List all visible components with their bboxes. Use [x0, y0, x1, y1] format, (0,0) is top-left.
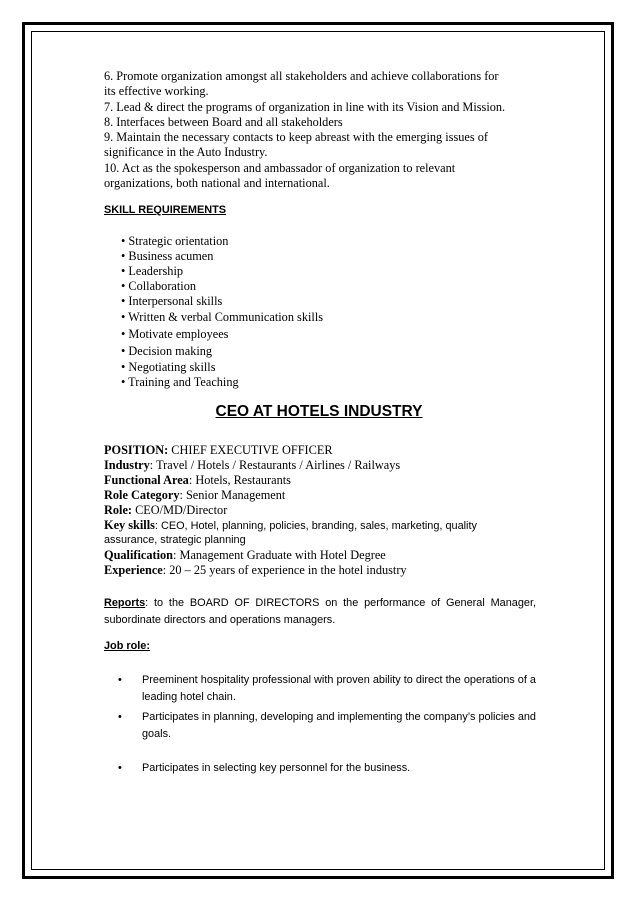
skills-heading: SKILL REQUIREMENTS — [104, 204, 227, 216]
qualification-label: Qualification — [104, 548, 174, 562]
list-item: organizations, both national and international. — [104, 176, 330, 191]
position-row — [104, 443, 544, 458]
bullet-icon: • — [118, 762, 122, 774]
job-role-text: Participates in planning, developing and implementing the company’s policies and goals. — [142, 711, 536, 740]
experience-row — [104, 563, 544, 578]
role-category-row — [104, 488, 544, 503]
list-item: 6. Promote organization amongst all stakeholders and achieve collaborations for — [104, 69, 499, 83]
skill-item: • Leadership — [121, 264, 184, 278]
list-item: significance in the Auto Industry. — [104, 145, 268, 160]
key-skills-row — [104, 518, 544, 533]
functional-area-row — [104, 473, 544, 488]
job-role-text: Participates in selecting key personnel for the business. — [142, 762, 411, 774]
industry-value: : Travel / Hotels / Restaurants / Airlines / Railways — [149, 458, 401, 472]
list-item: 10. Act as the spokesperson and ambassador of organization to relevant — [104, 160, 456, 175]
key-skills-label: Key skills — [104, 518, 155, 532]
list-item — [118, 672, 536, 706]
list-item: its effective working. — [104, 84, 209, 99]
reports-paragraph — [104, 595, 536, 629]
section-title: CEO AT HOTELS INDUSTRY — [215, 403, 423, 420]
qualification-row — [104, 548, 544, 563]
skill-item: • Interpersonal skills — [121, 294, 223, 308]
experience-label: Experience — [104, 563, 163, 577]
list-item — [118, 709, 536, 743]
experience-value: : 20 – 25 years of experience in the hotel industry — [162, 563, 407, 577]
skill-item: • Business acumen — [121, 249, 214, 263]
position-details — [104, 443, 544, 578]
skill-item: • Strategic orientation — [121, 234, 229, 248]
industry-label: Industry — [104, 458, 150, 472]
qualification-value: : Management Graduate with Hotel Degree — [173, 548, 386, 562]
reports-label: Reports — [104, 597, 146, 609]
skills-list — [121, 234, 323, 390]
skill-item: • Written & verbal Communication skills — [121, 310, 324, 324]
bullet-icon: • — [118, 674, 122, 686]
role-category-value: : Senior Management — [179, 488, 286, 502]
skill-item: • Decision making — [121, 344, 213, 358]
key-skills-continuation: assurance, strategic planning — [104, 534, 246, 546]
job-role-list — [118, 672, 536, 780]
role-value: CEO/MD/Director — [132, 503, 228, 517]
role-label: Role: — [104, 503, 132, 517]
industry-row — [104, 458, 544, 473]
skill-item: • Training and Teaching — [121, 375, 239, 389]
skill-item: • Motivate employees — [121, 327, 229, 341]
position-value: CHIEF EXECUTIVE OFFICER — [168, 443, 333, 457]
list-item: 9. Maintain the necessary contacts to keep abreast with the emerging issues of — [104, 130, 488, 145]
skill-item: • Negotiating skills — [121, 360, 216, 374]
bullet-icon: • — [118, 711, 122, 723]
role-row — [104, 503, 544, 518]
job-role-heading: Job role: — [104, 640, 150, 652]
reports-value: : to the BOARD OF DIRECTORS on the performance of General Manager, subordinate directors and operations managers. — [104, 597, 536, 626]
skill-item: • Collaboration — [121, 279, 197, 293]
list-item: 7. Lead & direct the programs of organization in line with its Vision and Mission. — [104, 99, 506, 114]
key-skills-value: : CEO, Hotel, planning, policies, branding, sales, marketing, quality — [154, 520, 477, 532]
list-item: 8. Interfaces between Board and all stakeholders — [104, 114, 343, 129]
position-label: POSITION: — [104, 443, 169, 457]
functional-area-label: Functional Area — [104, 473, 189, 487]
job-role-text: Preeminent hospitality professional with proven ability to direct the operations of a leading hotel chain. — [142, 674, 536, 703]
role-category-label: Role Category — [104, 488, 180, 502]
functional-area-value: : Hotels, Restaurants — [188, 473, 291, 487]
list-item — [118, 760, 536, 777]
numbered-list — [104, 69, 544, 191]
